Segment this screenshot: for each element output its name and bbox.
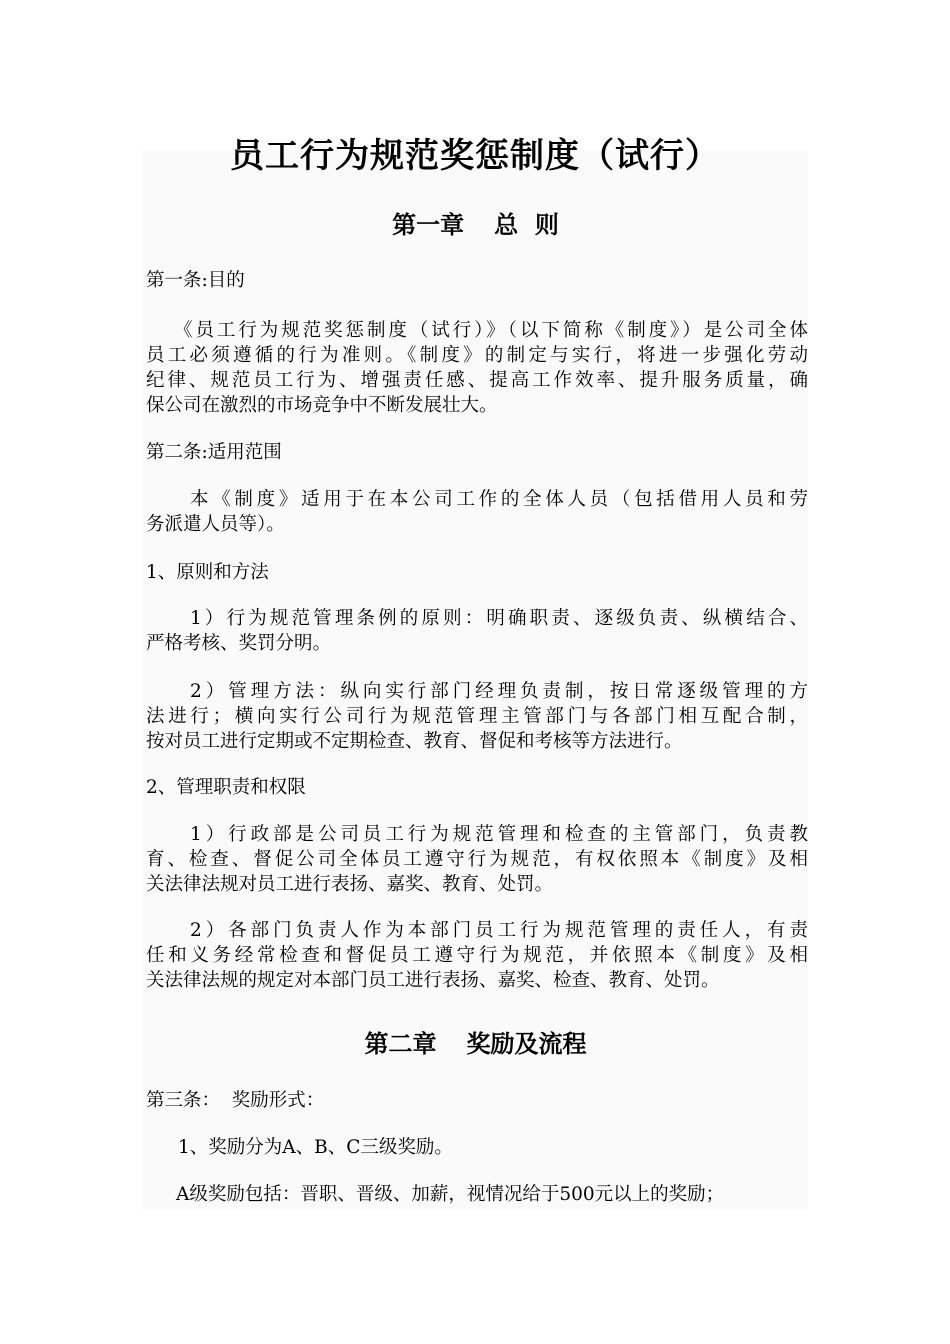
article-1-heading: 第一条:目的 <box>146 270 245 291</box>
paragraph-line: 本《制度》适用于在本公司工作的全体人员（包括借用人员和劳 <box>190 489 808 510</box>
paragraph-line: 纪律、规范员工行为、增强责任感、提高工作效率、提升服务质量，确 <box>146 370 808 391</box>
section-2-heading: 2、管理职责和权限 <box>146 777 306 798</box>
paragraph-line: 任和义务经常检查和督促员工遵守行为规范，并依照本《制度》及相 <box>146 945 808 966</box>
paragraph-line: 关法律法规的规定对本部门员工进行表扬、嘉奖、检查、教育、处罚。 <box>146 970 720 991</box>
paragraph-line: 员工必须遵循的行为准则。《制度》的制定与实行，将进一步强化劳动 <box>146 345 808 366</box>
chapter-2-name: 奖励及流程 <box>466 1029 587 1058</box>
chapter-1-label: 第一章 <box>392 210 465 239</box>
chapter-1-heading <box>143 205 808 240</box>
paragraph-line: 2）各部门负责人作为本部门员工行为规范管理的责任人，有责 <box>190 920 808 941</box>
article-3-item-2: A级奖励包括：晋职、晋级、加薪，视情况给于500元以上的奖励； <box>176 1184 725 1205</box>
chapter-2-label: 第二章 <box>364 1029 437 1058</box>
section-2-paragraph-1 <box>146 822 808 897</box>
article-2-paragraph <box>146 487 808 537</box>
paragraph-line: 1）行政部是公司员工行为规范管理和检查的主管部门，负责教 <box>190 824 808 845</box>
paragraph-line: 2）管理方法：纵向实行部门经理负责制，按日常逐级管理的方 <box>190 681 808 702</box>
paragraph-line: 育、检查、督促公司全体员工遵守行为规范，有权依照本《制度》及相 <box>146 849 808 870</box>
paragraph-line: 法进行；横向实行公司行为规范管理主管部门与各部门相互配合制， <box>146 706 808 727</box>
chapter-1-name: 总 则 <box>494 210 559 239</box>
paragraph-line: 按对员工进行定期或不定期检查、教育、督促和考核等方法进行。 <box>146 731 683 752</box>
article-1-paragraph <box>146 318 808 418</box>
paragraph-line: 《员工行为规范奖惩制度（试行）》（以下简称《制度》）是公司全体 <box>174 320 808 341</box>
paragraph-line: 务派遣人员等）。 <box>146 514 285 535</box>
paragraph-line: 1）行为规范管理条例的原则：明确职责、逐级负责、纵横结合、 <box>190 608 808 629</box>
document-title: 员工行为规范奖惩制度（试行） <box>230 136 720 176</box>
paragraph-line: 严格考核、奖罚分明。 <box>146 633 332 654</box>
article-2-heading: 第二条:适用范围 <box>146 442 282 463</box>
section-2-paragraph-2 <box>146 918 808 993</box>
paragraph-line: 关法律法规对员工进行表扬、嘉奖、教育、处罚。 <box>146 874 554 895</box>
section-1-heading: 1、原则和方法 <box>146 562 269 583</box>
article-3-heading: 第三条： 奖励形式： <box>146 1090 325 1111</box>
article-3-item-1: 1、奖励分为A、B、C三级奖励。 <box>178 1137 453 1158</box>
chapter-2-heading <box>143 1024 808 1059</box>
paragraph-line: 保公司在激烈的市场竞争中不断发展壮大。 <box>146 395 498 416</box>
section-1-paragraph-2 <box>146 679 808 754</box>
section-1-paragraph-1 <box>146 606 808 656</box>
